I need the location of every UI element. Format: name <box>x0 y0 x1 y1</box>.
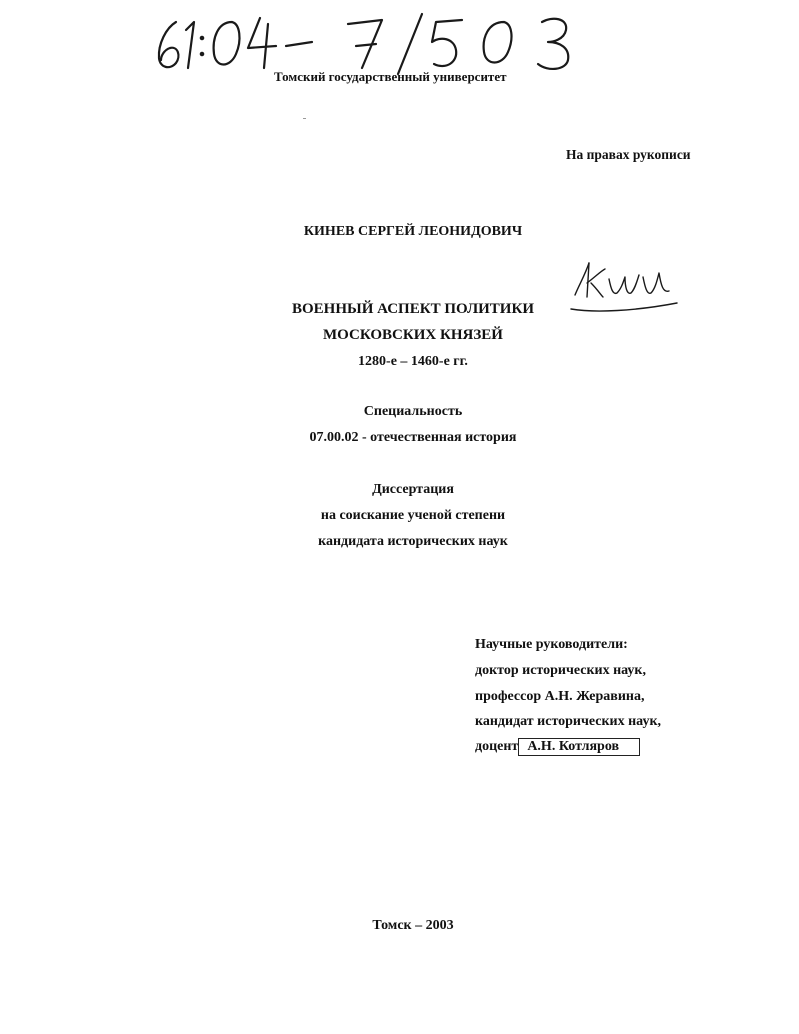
supervisor-2-line <box>475 738 640 756</box>
supervisors-label: Научные руководители: <box>475 637 628 652</box>
dissertation-title-line-1: ВОЕННЫЙ АСПЕКТ ПОЛИТИКИ <box>291 301 535 317</box>
supervisor-2-degree: кандидат исторических наук, <box>475 714 662 729</box>
supervisor-2-title: доцент <box>475 739 519 754</box>
supervisor-1-name: профессор А.Н. Жеравина, <box>475 689 645 704</box>
dissertation-degree-line-1: на соискание ученой степени <box>320 508 506 523</box>
city-year: Томск – 2003 <box>372 918 454 933</box>
supervisor-2-name-box: А.Н. Котляров <box>518 738 640 756</box>
dissertation-title-line-2: МОСКОВСКИХ КНЯЗЕЙ <box>323 327 503 343</box>
handwritten-archive-code <box>150 8 610 76</box>
dissertation-period: 1280-е – 1460-е гг. <box>358 354 468 369</box>
dissertation-degree-line-2: кандидата исторических наук <box>318 534 508 549</box>
author-name: КИНЕВ СЕРГЕЙ ЛЕОНИДОВИЧ <box>303 224 523 239</box>
university-name: Томский государственный университет <box>274 69 507 84</box>
manuscript-rights-note: На правах рукописи <box>566 147 691 162</box>
dissertation-type: Диссертация <box>372 482 454 497</box>
specialty-code: 07.00.02 - отечественная история <box>309 430 517 445</box>
scan-speck <box>303 118 306 119</box>
specialty-label: Специальность <box>363 404 463 419</box>
supervisor-1-degree: доктор исторических наук, <box>475 663 647 678</box>
